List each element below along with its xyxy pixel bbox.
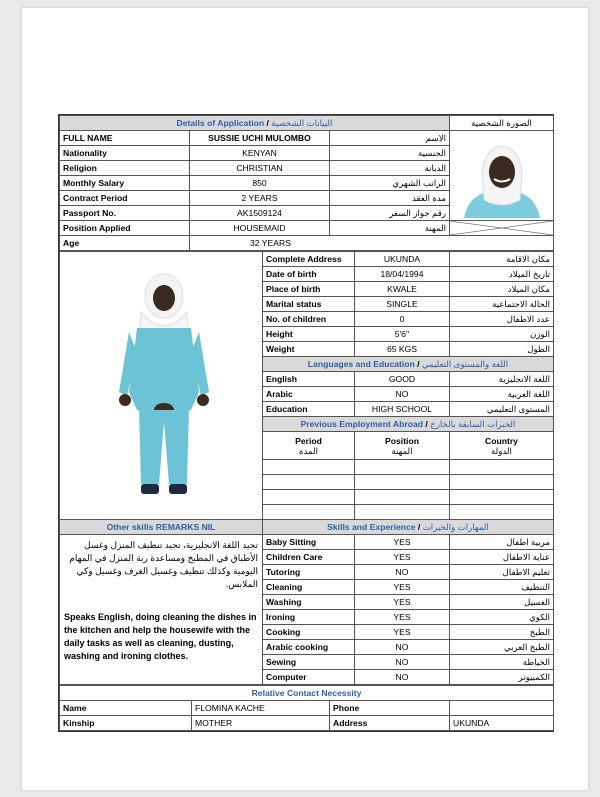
- ar-skill: مربية اطفال: [450, 535, 554, 550]
- label-religion: Religion: [60, 161, 190, 176]
- label-marital: Marital status: [263, 297, 355, 312]
- value-skill: YES: [355, 535, 450, 550]
- ar-address: مكان الاقامة: [450, 252, 554, 267]
- details-title-en: Details of Application: [176, 117, 265, 128]
- languages-title-sep: /: [414, 358, 422, 369]
- value-relative-name: FLOMINA KACHE: [192, 701, 330, 716]
- ar-marital: الحالة الاجتماعية: [450, 297, 554, 312]
- employment-cell: [263, 460, 355, 475]
- ar-skill: الكمبيوتر: [450, 670, 554, 685]
- languages-title-ar: اللغة والمستوى التعليمي: [421, 358, 509, 369]
- employment-header: [263, 417, 554, 432]
- employment-cell: [450, 505, 554, 520]
- ar-contract: مدة العقد: [330, 191, 450, 206]
- label-relative-address: Address: [330, 716, 450, 731]
- label-position: Position Applied: [60, 221, 190, 236]
- value-skill: YES: [355, 580, 450, 595]
- value-nationality: KENYAN: [190, 146, 330, 161]
- details-title-sep: /: [264, 117, 272, 128]
- label-skill: Ironing: [263, 610, 355, 625]
- value-religion: CHRISTIAN: [190, 161, 330, 176]
- ar-salary: الراتب الشهري: [330, 176, 450, 191]
- ar-skill: الخياطة: [450, 655, 554, 670]
- col-period-en: Period: [295, 435, 322, 446]
- employment-title-ar: الخبرات السابقة بالخارج: [430, 418, 516, 429]
- ar-position: المهنة: [330, 221, 450, 236]
- value-pob: KWALE: [355, 282, 450, 297]
- value-marital: SINGLE: [355, 297, 450, 312]
- value-weight: 65 KGS: [355, 342, 450, 357]
- ar-skill: عناية الاطفال: [450, 550, 554, 565]
- col-period: [263, 432, 355, 460]
- value-skill: NO: [355, 655, 450, 670]
- ar-full-name: الاسم: [330, 131, 450, 146]
- ar-children: عدد الاطفال: [450, 312, 554, 327]
- label-skill: Baby Sitting: [263, 535, 355, 550]
- crossed-cell: [450, 221, 554, 236]
- value-skill: YES: [355, 595, 450, 610]
- value-address: UKUNDA: [355, 252, 450, 267]
- ar-passport: رقم جواز السفر: [330, 206, 450, 221]
- employment-cell: [355, 505, 450, 520]
- col-country: [450, 432, 554, 460]
- value-english: GOOD: [355, 372, 450, 387]
- label-address: Complete Address: [263, 252, 355, 267]
- label-skill: Tutoring: [263, 565, 355, 580]
- remarks-header: Other skills REMARKS NIL: [60, 520, 263, 535]
- employment-cell: [450, 475, 554, 490]
- languages-title-en: Languages and Education: [307, 358, 415, 369]
- relative-header: Relative Contact Necessity: [60, 686, 554, 701]
- value-salary: 850: [190, 176, 330, 191]
- document-page: [22, 8, 588, 790]
- skills-title-ar: المهارات والخبرات: [422, 521, 489, 532]
- ar-skill: تعليم الاطفال: [450, 565, 554, 580]
- value-skill: YES: [355, 625, 450, 640]
- details-header: [60, 116, 450, 131]
- label-skill: Washing: [263, 595, 355, 610]
- ar-skill: الطبخ: [450, 625, 554, 640]
- label-pob: Place of birth: [263, 282, 355, 297]
- label-relative-phone: Phone: [330, 701, 450, 716]
- label-contract: Contract Period: [60, 191, 190, 206]
- value-height: 5'6'': [355, 327, 450, 342]
- value-education: HIGH SCHOOL: [355, 402, 450, 417]
- label-dob: Date of birth: [263, 267, 355, 282]
- employment-cell: [450, 460, 554, 475]
- middle-table: [59, 251, 554, 685]
- label-skill: Computer: [263, 670, 355, 685]
- label-kinship: Kinship: [60, 716, 192, 731]
- remarks-english: Speaks English, doing cleaning the dishes in the kitchen and help the housewife with the daily tasks as well as cleaning, dusting, washing and ironing clothes.: [64, 612, 257, 661]
- employment-cell: [355, 460, 450, 475]
- skills-title-sep: /: [415, 521, 423, 532]
- employment-cell: [263, 490, 355, 505]
- col-period-ar: المدة: [299, 445, 318, 456]
- photo-header: الصورة الشخصية: [450, 116, 554, 131]
- col-position-ar: المهنة: [391, 445, 413, 456]
- label-skill: Arabic cooking: [263, 640, 355, 655]
- ar-pob: مكان الميلاد: [450, 282, 554, 297]
- label-nationality: Nationality: [60, 146, 190, 161]
- value-dob: 18/04/1994: [355, 267, 450, 282]
- value-contract: 2 YEARS: [190, 191, 330, 206]
- label-education: Education: [263, 402, 355, 417]
- value-passport: AK1509124: [190, 206, 330, 221]
- ar-arabic: اللغة العربية: [450, 387, 554, 402]
- value-skill: NO: [355, 670, 450, 685]
- ar-skill: التنظيف: [450, 580, 554, 595]
- label-skill: Cleaning: [263, 580, 355, 595]
- value-skill: NO: [355, 565, 450, 580]
- employment-cell: [450, 490, 554, 505]
- value-position: HOUSEMAID: [190, 221, 330, 236]
- languages-header: [263, 357, 554, 372]
- label-arabic: Arabic: [263, 387, 355, 402]
- label-weight: Weight: [263, 342, 355, 357]
- value-age: 32 YEARS: [190, 236, 554, 251]
- label-full-name: FULL NAME: [60, 131, 190, 146]
- ar-height: الوزن: [450, 327, 554, 342]
- value-children: 0: [355, 312, 450, 327]
- ar-skill: الغسيل: [450, 595, 554, 610]
- value-skill: YES: [355, 550, 450, 565]
- col-country-ar: الدولة: [491, 445, 512, 456]
- ar-religion: الديانة: [330, 161, 450, 176]
- value-arabic: NO: [355, 387, 450, 402]
- label-skill: Sewing: [263, 655, 355, 670]
- label-age: Age: [60, 236, 190, 251]
- label-salary: Monthly Salary: [60, 176, 190, 191]
- value-kinship: MOTHER: [192, 716, 330, 731]
- ar-english: اللغة الانجليزية: [450, 372, 554, 387]
- value-relative-phone: [450, 701, 554, 716]
- value-full-name: SUSSIE UCHI MULOMBO: [190, 131, 330, 146]
- label-skill: Children Care: [263, 550, 355, 565]
- label-height: Height: [263, 327, 355, 342]
- full-body-photo: [60, 252, 263, 520]
- label-relative-name: Name: [60, 701, 192, 716]
- remarks-body: [60, 535, 263, 685]
- ar-education: المستوى التعليمي: [450, 402, 554, 417]
- application-form: [58, 114, 554, 732]
- ar-nationality: الجنسية: [330, 146, 450, 161]
- value-skill: YES: [355, 610, 450, 625]
- skills-header: [263, 520, 554, 535]
- label-passport: Passport No.: [60, 206, 190, 221]
- personal-table: [59, 115, 554, 251]
- relative-table: [59, 685, 554, 731]
- col-position-en: Position: [385, 435, 419, 446]
- ar-dob: تاريخ الميلاد: [450, 267, 554, 282]
- value-skill: NO: [355, 640, 450, 655]
- skills-title-en: Skills and Experience: [327, 521, 416, 532]
- label-skill: Cooking: [263, 625, 355, 640]
- remarks-arabic: تجيد اللغة الانجليزية، تجيد تنظيف المنزل وغسل الأطباق في المطبخ ومساعدة ربة المنزل في المهام اليومية وكذلك تنظيف وغسيل الغرف وغسيل وكي الملابس.: [69, 540, 258, 589]
- col-position: [355, 432, 450, 460]
- ar-skill: الطبخ العربي: [450, 640, 554, 655]
- employment-cell: [355, 475, 450, 490]
- ar-weight: الطول: [450, 342, 554, 357]
- value-relative-address: UKUNDA: [450, 716, 554, 731]
- col-country-en: Country: [485, 435, 518, 446]
- label-children: No. of children: [263, 312, 355, 327]
- label-english: English: [263, 372, 355, 387]
- employment-title-sep: /: [422, 418, 431, 429]
- portrait-photo: [450, 131, 554, 221]
- ar-skill: الكوي: [450, 610, 554, 625]
- employment-cell: [263, 505, 355, 520]
- employment-title-en: Previous Employment Abroad: [300, 418, 423, 429]
- employment-cell: [355, 490, 450, 505]
- employment-cell: [263, 475, 355, 490]
- details-title-ar: البيانات الشخصية: [271, 117, 333, 128]
